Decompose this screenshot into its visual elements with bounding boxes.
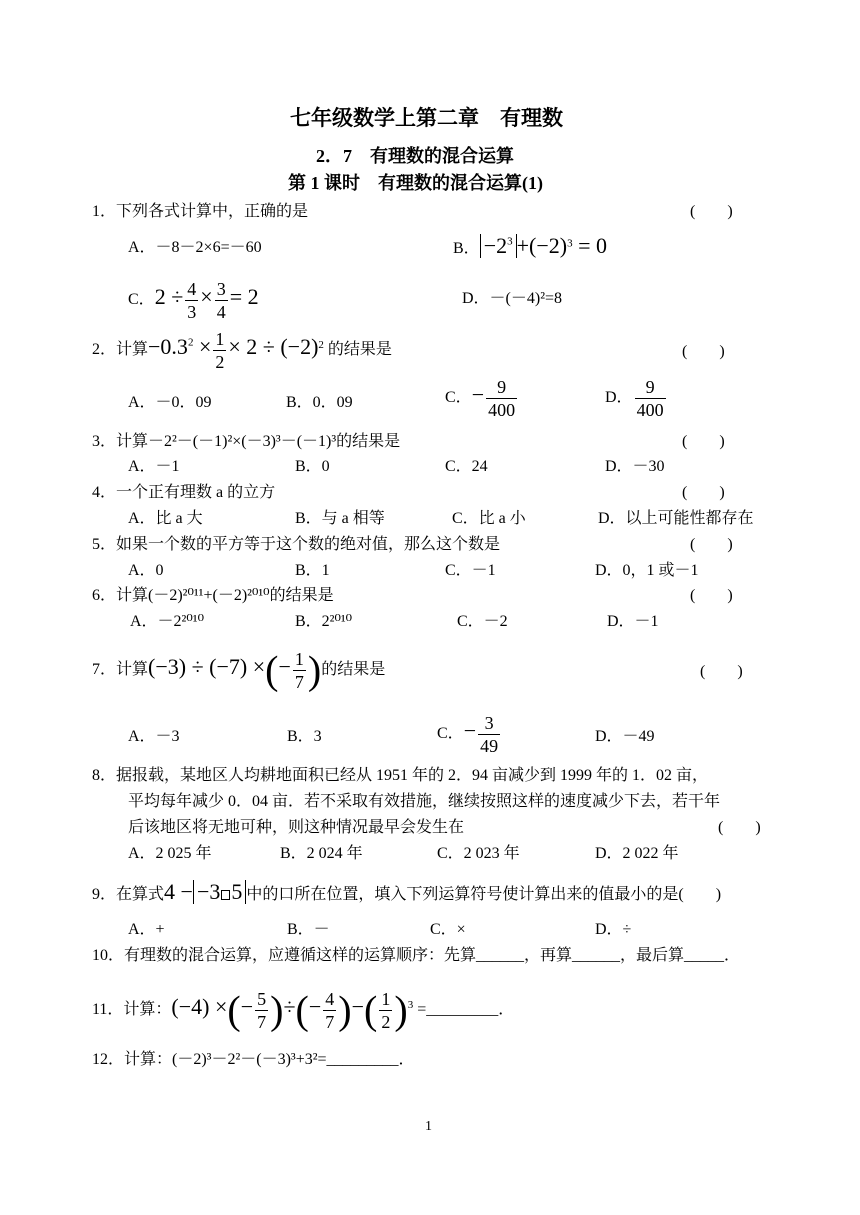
- q7-option-c-label: C．: [437, 725, 464, 743]
- q4-option-c: C．比 a 小: [452, 510, 526, 527]
- q5-answer-paren: ( ): [690, 536, 733, 553]
- q3-option-b: B．0: [295, 458, 330, 475]
- q2-answer-paren: ( ): [682, 343, 725, 360]
- q7-option-b: B．3: [287, 728, 322, 745]
- q2-stem-post: 的结果是: [327, 341, 392, 359]
- q9-option-d: D．÷: [595, 921, 632, 938]
- q8-answer-paren: ( ): [718, 819, 761, 836]
- q9-stem-pre: 9．在算式: [92, 886, 165, 903]
- q7-stem: 7．计算(−3) ÷ (−7) ×(− $\frac{1}{7}$ )的结果是: [92, 647, 386, 693]
- q7-option-d: D．－49: [595, 728, 655, 745]
- q2-option-a: A．－0．09: [128, 394, 212, 411]
- q9-option-c: C．×: [430, 921, 466, 938]
- lesson-title: 第 1 课时 有理数的混合运算(1): [288, 173, 543, 193]
- q9-option-a: A．+: [128, 921, 165, 938]
- q5-option-a: A．0: [128, 562, 164, 579]
- q4-option-a: A．比 a 大: [128, 510, 203, 527]
- page-title: 七年级数学上第二章 有理数: [290, 106, 563, 130]
- q8-option-b: B．2 024 年: [280, 845, 363, 862]
- q8-option-a: A．2 025 年: [128, 845, 212, 862]
- q6-option-b: B．2²⁰¹⁰: [295, 613, 353, 630]
- q2-option-c-label: C．: [445, 389, 472, 407]
- q7-option-c: C．− $\frac{3}{49}$: [437, 713, 499, 756]
- q11-stem: 11．计算：(−4) ×(− $\frac{5}{7}$ )÷(− $\frac{4}{7}$ )−( $\frac{1}{2}$ )$^3$ =_________．: [92, 987, 515, 1033]
- q6-option-d: D．－1: [607, 613, 659, 630]
- blank-box: [221, 890, 230, 900]
- q7-answer-paren: ( ): [700, 663, 743, 680]
- q1-answer-paren: ( ): [690, 203, 733, 220]
- q1-option-b-label: B．: [453, 240, 480, 257]
- q7-option-a: A．－3: [128, 728, 180, 745]
- q11-stem-post: =_________．: [417, 1001, 515, 1019]
- q9-stem-post: 中的口所在位置，填入下列运算符号使计算出来的值最小的是( ): [246, 886, 722, 903]
- q1-option-c-label: C．: [128, 291, 155, 309]
- q11-stem-pre: 11．计算：: [92, 1001, 172, 1019]
- q2-stem-pre: 2．计算: [92, 341, 149, 359]
- q4-option-b: B．与 a 相等: [295, 510, 385, 527]
- q3-stem: 3．计算－2²－(－1)²×(－3)³－(－1)³的结果是: [92, 433, 401, 450]
- q2-stem: 2．计算$-0.3^2$ × $\frac{1}{2}$ × $2 \div (-2)^2$ 的结果是: [92, 329, 392, 372]
- page-number: 1: [425, 1119, 432, 1134]
- q6-answer-paren: ( ): [690, 587, 733, 604]
- q1-option-c: C．2 ÷ $\frac{4}{3}$ × $\frac{3}{4}$ = 2: [128, 279, 259, 322]
- q6-option-c: C．－2: [457, 613, 508, 630]
- section-title: 2．7 有理数的混合运算: [316, 146, 514, 166]
- q6-option-a: A．－2²⁰¹⁰: [130, 613, 204, 630]
- q9-option-b: B．－: [287, 921, 330, 938]
- q3-answer-paren: ( ): [682, 433, 725, 450]
- q12-stem: 12．计算：(－2)³－2²－(－3)³+3²=_________．: [92, 1051, 415, 1068]
- q3-option-c: C．24: [445, 458, 488, 475]
- q8-option-c: C．2 023 年: [437, 845, 520, 862]
- q10-stem: 10．有理数的混合运算，应遵循这样的运算顺序：先算______，再算______，最后算_____．: [92, 947, 741, 964]
- q1-option-a: A．－8－2×6=－60: [128, 239, 262, 256]
- q8-line1: 8．据报载，某地区人均耕地面积已经从 1951 年的 2．94 亩减少到 1999 年的 1．02 亩，: [92, 767, 709, 784]
- q7-stem-pre: 7．计算: [92, 661, 149, 679]
- q7-stem-post: 的结果是: [321, 661, 386, 679]
- q4-option-d: D．以上可能性都存在: [598, 510, 754, 527]
- q2-option-d: D． $\frac{9}{400}$: [605, 377, 664, 420]
- q5-option-c: C．－1: [445, 562, 496, 579]
- q5-option-b: B．1: [295, 562, 330, 579]
- q1-option-d: D．－(－4)²=8: [462, 290, 563, 307]
- q5-stem: 5．如果一个数的平方等于这个数的绝对值，那么这个数是: [92, 536, 501, 553]
- q8-line3: 后该地区将无地可种，则这种情况最早会发生在: [128, 819, 465, 836]
- q1-stem: 1．下列各式计算中，正确的是: [92, 203, 309, 220]
- q4-answer-paren: ( ): [682, 484, 725, 501]
- q2-option-c: C．− $\frac{9}{400}$: [445, 377, 516, 420]
- q2-option-d-label: D．: [605, 389, 633, 407]
- q8-line2: 平均每年减少 0．04 亩．若不采取有效措施，继续按照这样的速度减少下去，若干年: [128, 793, 721, 810]
- q1-option-b: B． $-2^3 +(-2)^3 = 0$: [453, 233, 607, 258]
- q8-option-d: D．2 022 年: [595, 845, 679, 862]
- q3-option-d: D．－30: [605, 458, 665, 475]
- q6-stem: 6．计算(－2)²⁰¹¹+(－2)²⁰¹⁰的结果是: [92, 587, 334, 604]
- q5-option-d: D．0，1 或－1: [595, 562, 699, 579]
- q3-option-a: A．－1: [128, 458, 180, 475]
- q2-option-b: B．0．09: [286, 394, 353, 411]
- q9-stem: 9．在算式4 − −3 5 中的口所在位置，填入下列运算符号使计算出来的值最小的是( ): [92, 879, 722, 904]
- q4-stem: 4．一个正有理数 a 的立方: [92, 484, 276, 501]
